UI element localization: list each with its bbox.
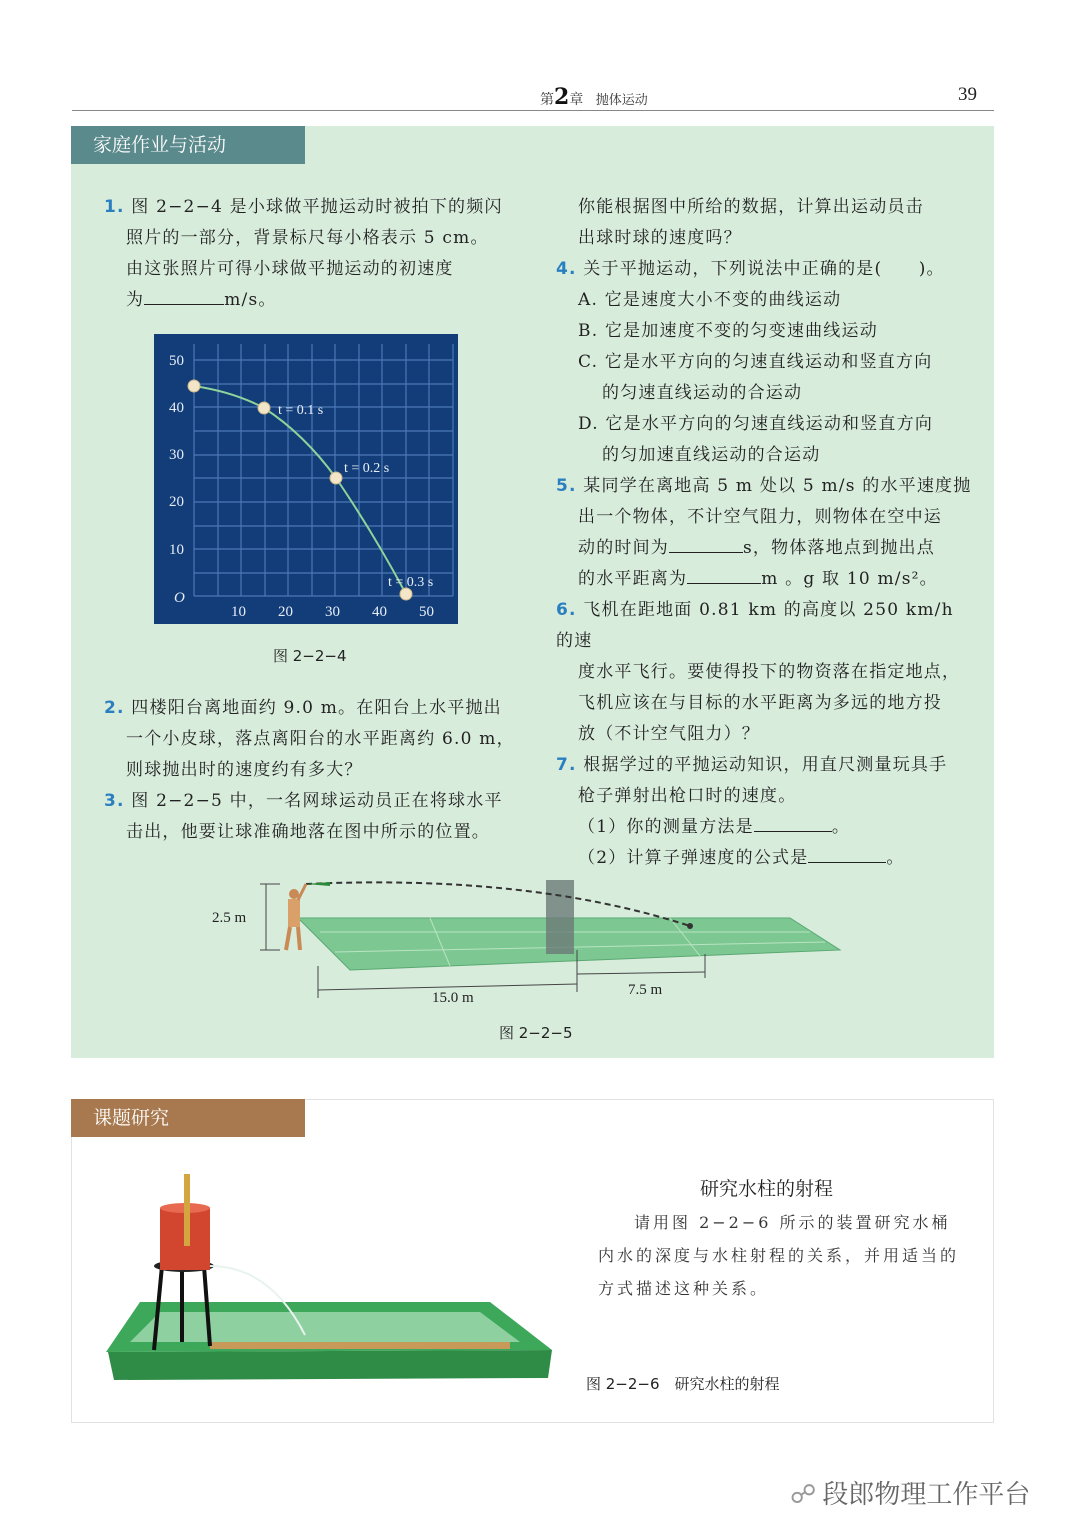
q7-line: 根据学过的平抛运动知识，用直尺测量玩具手: [583, 755, 948, 775]
chapter-number: 2: [554, 84, 570, 110]
y-tick: 40: [169, 400, 184, 416]
q7-sub: （1）你的测量方法是: [578, 817, 754, 837]
x-tick: 20: [278, 604, 293, 620]
answer-blank: [754, 813, 832, 832]
q3-line: 击出，他要让球准确地落在图中所示的位置。: [126, 822, 490, 842]
question-1: [104, 192, 524, 316]
q4-option: A. 它是速度大小不变的曲线运动: [578, 290, 842, 310]
q3-line: 图 2−2−5 中，一名网球运动员正在将球水平: [131, 791, 503, 811]
q1-line: 照片的一部分，背景标尺每小格表示 5 cm。: [126, 228, 489, 248]
q7-end: 。: [831, 817, 851, 837]
tennis-court-figure: [200, 870, 860, 1010]
q6-line: 飞机应该在与目标的水平距离为多远的地方投: [578, 693, 942, 713]
distance-label: 15.0 m: [432, 990, 474, 1006]
research-paragraph: 请用图 2−2−6 所示的装置研究水桶内水的深度与水柱射程的关系，并用适当的方式描述这种关系。: [598, 1213, 960, 1298]
research-tag: 课题研究: [71, 1099, 305, 1137]
q4-stem: 关于平抛运动，下列说法中正确的是( )。: [583, 259, 945, 279]
q5-number: 5.: [556, 476, 577, 496]
x-tick: 30: [325, 604, 340, 620]
answer-blank: [144, 286, 224, 305]
origin-label: O: [174, 590, 185, 606]
q7-end: 。: [886, 848, 905, 868]
q1-line: 图 2−2−4 是小球做平抛运动时被拍下的频闪: [131, 197, 503, 217]
q4-option: B. 它是加速度不变的匀变速曲线运动: [578, 321, 878, 341]
y-tick: 30: [169, 447, 184, 463]
height-label: 2.5 m: [212, 910, 247, 926]
answer-blank: [687, 565, 761, 584]
figure-caption: 图 2−2−6 研究水柱的射程: [586, 1375, 780, 1393]
watermark-text: 段郎物理工作平台: [822, 1480, 1031, 1510]
q3-line: 你能根据图中所给的数据，计算出运动员击: [578, 197, 924, 217]
ball-position-1: [258, 402, 270, 414]
research-text: [598, 1206, 960, 1305]
time-label: t = 0.1 s: [278, 403, 324, 418]
q1-line: 为: [126, 290, 145, 310]
graph-svg: [154, 334, 458, 624]
y-tick: 50: [169, 353, 184, 369]
depth-ruler: [184, 1174, 190, 1246]
q5-line: 出一个物体，不计空气阻力，则物体在空中运: [578, 507, 942, 527]
right-column: [556, 192, 976, 874]
page-number: 39: [958, 84, 977, 105]
q3-number: 3.: [104, 791, 125, 811]
q1-line: 由这张照片可得小球做平抛运动的初速度: [126, 259, 454, 279]
landing-point: [687, 923, 693, 929]
ruler: [210, 1342, 510, 1349]
water-jet-apparatus: [100, 1170, 560, 1385]
header-rule: [72, 110, 994, 111]
q4-option: 的匀速直线运动的合运动: [602, 383, 803, 403]
q7-number: 7.: [556, 755, 577, 775]
time-label: t = 0.3 s: [388, 575, 434, 590]
q6-line: 飞机在距地面 0.81 km 的高度以 250 km/h 的速: [556, 600, 954, 651]
figure-caption: 图 2−2−5: [499, 1024, 573, 1042]
chapter-header: [540, 84, 648, 110]
x-tick: 40: [372, 604, 387, 620]
q4-option: C. 它是水平方向的匀速直线运动和竖直方向: [578, 352, 933, 372]
q7-sub: （2）计算子弹速度的公式是: [578, 848, 809, 868]
distance-label: 7.5 m: [628, 982, 663, 998]
chapter-suffix: 章: [569, 92, 584, 108]
q5-line: 动的时间为: [578, 538, 669, 558]
q1-number: 1.: [104, 197, 125, 217]
ball-position-2: [330, 472, 342, 484]
q5-line: 的水平距离为: [578, 569, 688, 589]
q3-line: 出球时球的速度吗？: [578, 228, 742, 248]
q6-line: 放（不计空气阻力）？: [578, 724, 760, 744]
q1-unit: m/s。: [224, 290, 277, 310]
q6-line: 度水平飞行。要使得投下的物资落在指定地点，: [578, 662, 961, 682]
homework-tag: 家庭作业与活动: [71, 126, 305, 164]
q2-line: 则球抛出时的速度约有多大？: [126, 760, 363, 780]
figure-caption: 图 2−2−4: [273, 647, 347, 665]
q4-number: 4.: [556, 259, 577, 279]
wechat-icon: ☍: [790, 1480, 817, 1510]
watermark: [790, 1474, 1030, 1511]
ball-position-0: [188, 380, 200, 392]
y-tick: 10: [169, 542, 184, 558]
q2-line: 一个小皮球，落点离阳台的水平距离约 6.0 m，: [126, 729, 515, 749]
flash-photo-graph: [154, 334, 458, 624]
q5-line: m 。g 取 10 m/s²。: [761, 569, 938, 589]
q6-number: 6.: [556, 600, 577, 620]
q2-number: 2.: [104, 698, 125, 718]
question-2: [104, 693, 524, 848]
chapter-title: 抛体运动: [595, 93, 648, 108]
q2-line: 四楼阳台离地面约 9.0 m。在阳台上水平抛出: [131, 698, 502, 718]
q4-option: D. 它是水平方向的匀速直线运动和竖直方向: [578, 414, 934, 434]
player-figure: [286, 884, 306, 950]
q4-option: 的匀加速直线运动的合运动: [602, 445, 821, 465]
y-tick: 20: [169, 494, 184, 510]
time-label: t = 0.2 s: [344, 461, 390, 476]
x-tick: 10: [231, 604, 246, 620]
chapter-prefix: 第: [540, 92, 554, 108]
answer-blank: [669, 534, 743, 553]
research-title: 研究水柱的射程: [700, 1178, 834, 1200]
q7-line: 枪子弹射出枪口时的速度。: [578, 786, 797, 806]
q5-line: s，物体落地点到抛出点: [743, 538, 935, 558]
tennis-net: [546, 880, 574, 954]
x-tick: 50: [419, 604, 434, 620]
q5-line: 某同学在离地高 5 m 处以 5 m/s 的水平速度抛: [583, 476, 972, 496]
answer-blank: [808, 844, 886, 863]
